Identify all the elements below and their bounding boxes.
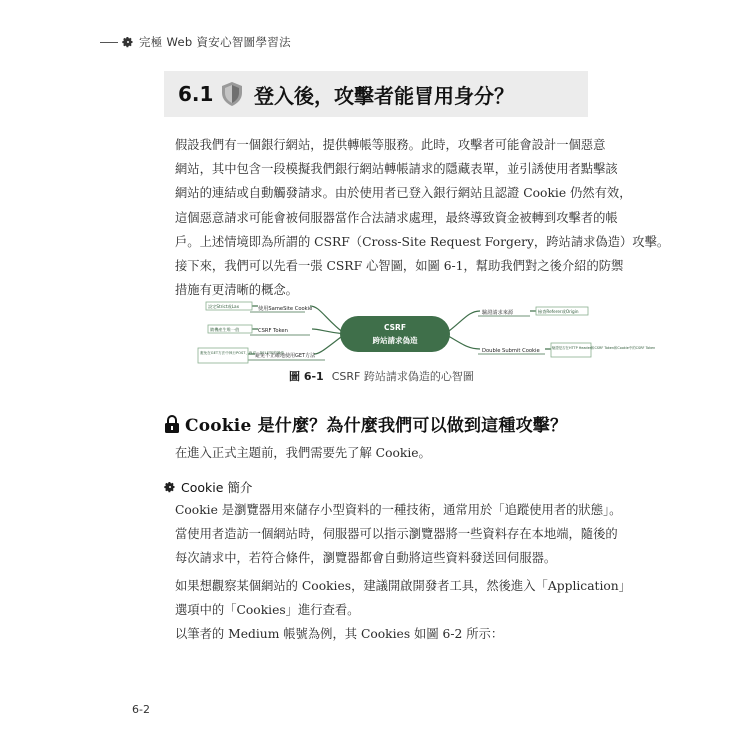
text-line: 以筆者的 Medium 帳號為例，其 Cookies 如圖 6-2 所示：	[175, 627, 504, 641]
cookie-paragraph	[175, 498, 622, 571]
text-line: 措施有更清晰的概念。	[175, 283, 298, 298]
gear-icon	[122, 36, 134, 48]
mindmap-center-line2: 跨站請求偽造	[372, 336, 418, 345]
text-line: 在進入正式主題前，我們需要先了解 Cookie。	[175, 446, 431, 460]
intro-paragraph	[175, 133, 670, 302]
subsubsection-title: Cookie 簡介	[181, 480, 253, 495]
mindmap-node-csrf-token: CSRF Token	[258, 328, 288, 334]
mindmap-note-samesite	[206, 302, 252, 310]
svg-text:驗證是否在HTTP Header和CSRF Token和Co: 驗證是否在HTTP Header和CSRF Token和Cookie中的CSRF Token	[552, 346, 656, 350]
text-line: Cookie 是瀏覽器用來儲存小型資料的一種技術，通常用於「追蹤使用者的狀態」。	[175, 503, 622, 517]
mindmap-center-node	[340, 316, 450, 352]
figure-caption	[289, 368, 474, 384]
text-line: 選項中的「Cookies」進行查看。	[175, 603, 360, 618]
text-line: 這個惡意請求可能會被伺服器當作合法請求處理，最終導致資金被轉到攻擊者的帳	[175, 210, 618, 225]
mindmap-node-samesite: 使用SameSite Cookie	[258, 306, 313, 312]
figure-caption-text: CSRF 跨站請求偽造的心智圖	[331, 370, 474, 383]
text-line: 網站，其中包含一段模擬我們銀行網站轉帳請求的隱藏表單，並引誘使用者點擊該	[175, 162, 618, 177]
mindmap-node-get-method: 避免不正確地使用GET方法	[255, 353, 316, 359]
text-line: 網站的連結或自動觸發請求。由於使用者已登入銀行網站且認證 Cookie 仍然有效，	[175, 186, 632, 201]
mindmap-note-verify-origin	[536, 307, 588, 315]
csrf-mindmap	[200, 294, 656, 372]
gear-icon	[164, 481, 176, 493]
section-number: 6.1	[178, 82, 214, 106]
mindmap-center-line1: CSRF	[384, 323, 406, 332]
mindmap-note-csrf-token	[208, 325, 252, 333]
lock-icon	[164, 415, 180, 433]
mindmap-node-verify-origin: 驗證請求來源	[482, 310, 514, 316]
text-line: 戶。上述情境即為所謂的 CSRF（Cross-Site Request Forgery，跨站請求偽造）攻擊。	[175, 234, 670, 249]
sub-intro-paragraph	[175, 441, 590, 465]
text-line: 假設我們有一個銀行網站，提供轉帳等服務。此時，攻擊者可能會設計一個惡意	[175, 138, 606, 152]
subsection-title: Cookie 是什麼？為什麼我們可以做到這種攻擊？	[185, 416, 568, 436]
svg-text:避免在GET方法中執行POST、PUT、DELETE的操作: 避免在GET方法中執行POST、PUT、DELETE的操作	[200, 351, 285, 355]
text-line: 接下來，我們可以先看一張 CSRF 心智圖，如圖 6-1，幫助我們對之後介紹的防禦	[175, 259, 624, 274]
shield-icon	[220, 81, 244, 107]
example-paragraph	[175, 622, 590, 646]
section-banner	[164, 71, 588, 117]
text-line: 每次請求中，若符合條件，瀏覽器都會自動將這些資料發送回伺服器。	[175, 551, 557, 566]
svg-text:設定Strict或Lax: 設定Strict或Lax	[208, 304, 240, 309]
subsubsection-heading	[164, 478, 252, 496]
running-header	[100, 32, 291, 52]
svg-text:隨機產生唯一值: 隨機產生唯一值	[210, 327, 240, 332]
figure-label: 圖 6-1	[289, 370, 324, 383]
mindmap-note-double-submit	[551, 343, 655, 357]
section-title: 登入後，攻擊者能冒用身分？	[254, 83, 514, 108]
text-line: 當使用者造訪一個網站時，伺服器可以指示瀏覽器將一些資料存在本地端，隨後的	[175, 527, 618, 542]
svg-text:檢查Referer或Origin: 檢查Referer或Origin	[538, 309, 579, 314]
book-title: 完極 Web 資安心智圖學習法	[139, 35, 291, 49]
text-line: 如果想觀察某個網站的 Cookies，建議開啟開發者工具，然後進入「Application」	[175, 579, 632, 593]
devtools-paragraph	[175, 574, 632, 622]
subsection-heading	[164, 411, 567, 436]
page-number: 6-2	[132, 703, 150, 716]
header-rule	[100, 42, 118, 43]
mindmap-node-double-submit: Double Submit Cookie	[482, 348, 540, 354]
